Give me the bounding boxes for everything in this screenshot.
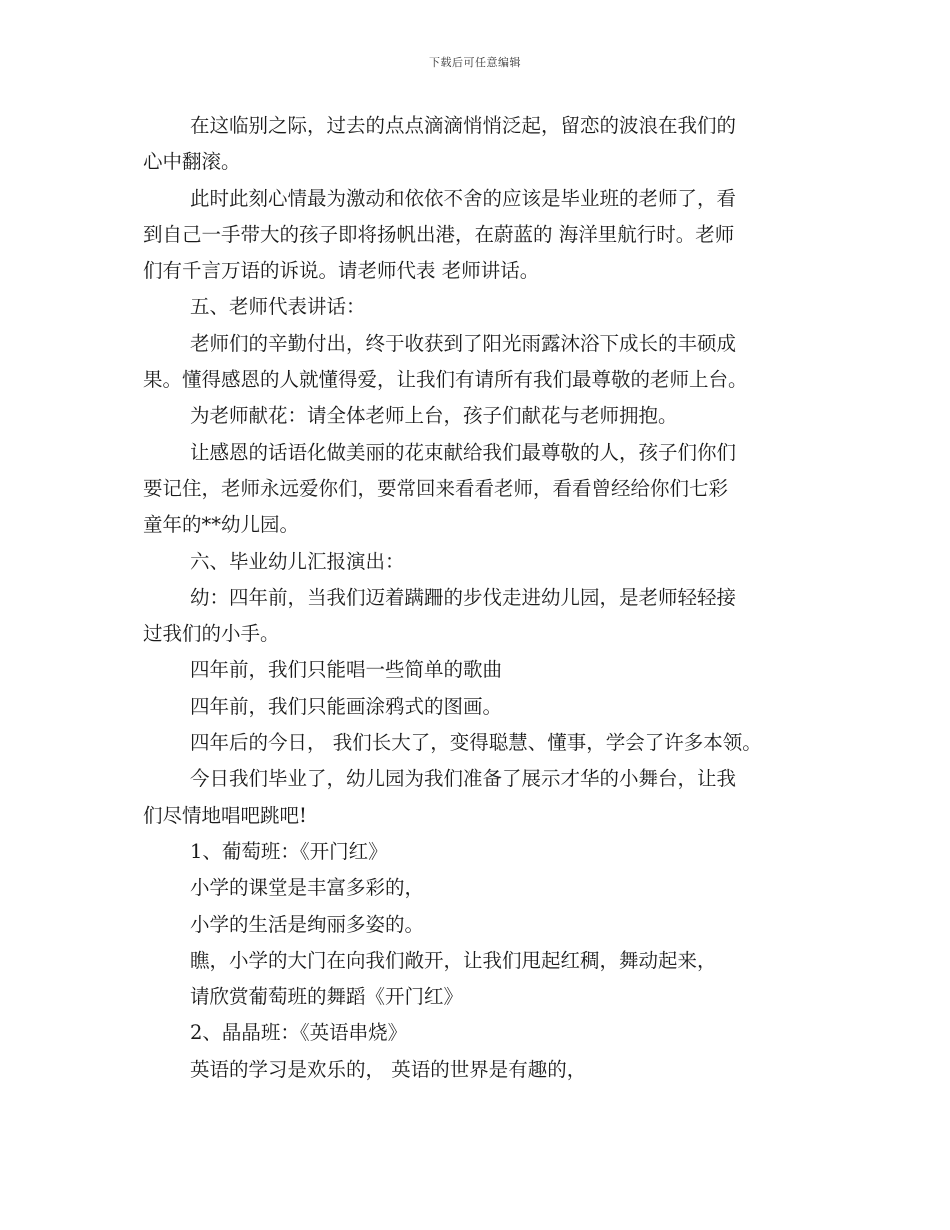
text-line: 五、老师代表讲话： [190, 295, 366, 319]
text-line: 童年的**幼儿园。 [143, 513, 300, 537]
text-line: 们有千言万语的诉说。请老师代表 老师讲话。 [143, 259, 540, 283]
text-line: 六、毕业幼儿汇报演出： [190, 549, 405, 573]
text-line: 四年前，我们只能唱一些简单的歌曲 [190, 658, 503, 682]
text-line: 过我们的小手。 [143, 622, 280, 646]
text-line: 四年后的今日， 我们长大了，变得聪慧、懂事，学会了许多本领。 [190, 731, 762, 755]
text-line: 小学的生活是绚丽多姿的。 [190, 912, 425, 936]
text-line: 要记住，老师永远爱你们，要常回来看看老师，看看曾经给你们七彩 [143, 476, 729, 500]
text-line: 小学的课堂是丰富多彩的， [190, 876, 425, 900]
text-line: 为老师献花：请全体老师上台，孩子们献花与老师拥抱。 [190, 404, 678, 428]
text-line: 让感恩的话语化做美丽的花束献给我们最尊敬的人，孩子们你们 [190, 440, 737, 464]
page-header-note: 下载后可任意编辑 [429, 56, 521, 69]
text-line: 幼：四年前，当我们迈着蹒跚的步伐走进幼儿园，是老师轻轻接 [190, 585, 737, 609]
text-line: 请欣赏葡萄班的舞蹈《开门红》 [190, 985, 464, 1009]
text-line: 果。懂得感恩的人就懂得爱，让我们有请所有我们最尊敬的老师上台。 [143, 368, 748, 392]
text-line: 四年前，我们只能画涂鸦式的图画。 [190, 694, 503, 718]
text-line: 在这临别之际，过去的点点滴滴悄悄泛起，留恋的波浪在我们的 [190, 114, 737, 137]
text-line: 2、晶晶班：《英语串烧》 [190, 1021, 408, 1045]
text-line: 到自己一手带大的孩子即将扬帆出港，在蔚蓝的 海洋里航行时。老师 [143, 222, 735, 246]
text-line: 瞧，小学的大门在向我们敞开，让我们甩起红稠，舞动起来， [190, 948, 717, 972]
text-line: 1、葡萄班：《开门红》 [190, 839, 388, 863]
text-line: 老师们的辛勤付出，终于收获到了阳光雨露沐浴下成长的丰硕成 [190, 331, 737, 355]
text-line: 英语的学习是欢乐的， 英语的世界是有趣的， [190, 1057, 587, 1081]
text-line: 今日我们毕业了，幼儿园为我们准备了展示才华的小舞台，让我 [190, 767, 737, 791]
text-line: 心中翻滚。 [143, 150, 241, 174]
document-body [143, 108, 833, 1088]
text-line: 此时此刻心情最为激动和依依不舍的应该是毕业班的老师了，看 [190, 186, 737, 210]
text-line: 们尽情地唱吧跳吧! [143, 803, 307, 827]
